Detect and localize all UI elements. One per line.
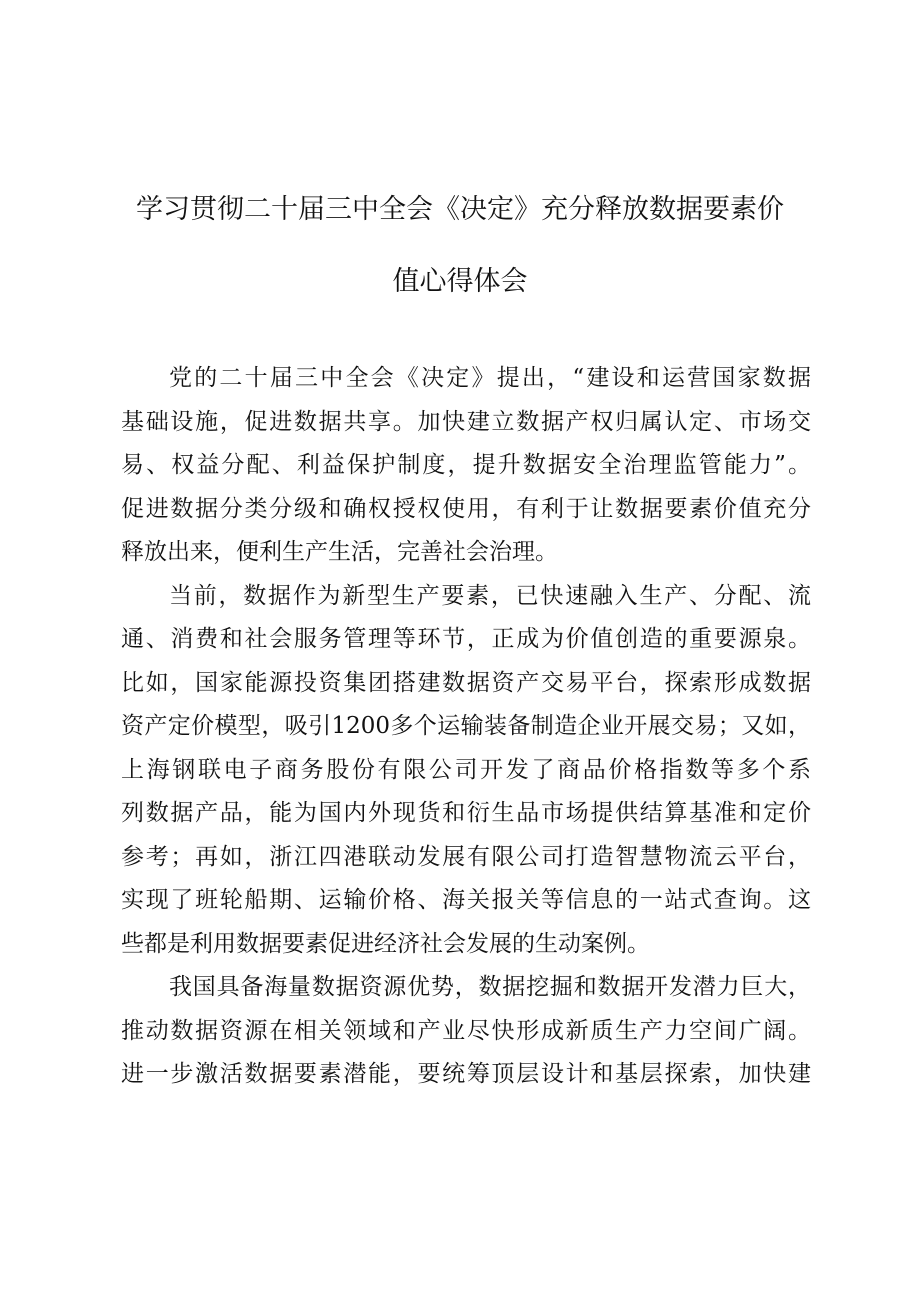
paragraph-line: 上海钢联电子商务股份有限公司开发了商品价格指数等多个系 — [121, 756, 811, 783]
document-title-line-2: 值心得体会 — [392, 266, 528, 297]
paragraph-line: 当前，数据作为新型生产要素，已快速融入生产、分配、流 — [169, 582, 811, 609]
paragraph-3 — [121, 966, 811, 1097]
document-title-line-1: 学习贯彻二十届三中全会《决定》充分释放数据要素价 — [136, 194, 784, 225]
paragraph-line: 进一步激活数据要素潜能，要统筹顶层设计和基层探索，加快建 — [121, 1061, 811, 1087]
paragraph-line: 参考；再如，浙江四港联动发展有限公司打造智慧物流云平台， — [121, 843, 811, 870]
paragraph-line: 实现了班轮船期、运输价格、海关报关等信息的一站式查询。这 — [121, 887, 811, 913]
paragraph-line: 通、消费和社会服务管理等环节，正成为价值创造的重要源泉。 — [121, 626, 811, 652]
paragraph-line: 基础设施，促进数据共享。加快建立数据产权归属认定、市场交 — [121, 408, 811, 435]
paragraph-line: 易、权益分配、利益保护制度，提升数据安全治理监管能力”。 — [121, 452, 811, 478]
paragraph-line: 释放出来，便利生产生活，完善社会治理。 — [121, 539, 558, 565]
paragraph-line: 促进数据分类分级和确权授权使用，有利于让数据要素价值充分 — [121, 495, 811, 522]
paragraph-1 — [121, 357, 811, 575]
paragraph-line: 资产定价模型，吸引1200多个运输装备制造企业开展交易；又如， — [121, 713, 811, 739]
paragraph-line: 党的二十届三中全会《决定》提出，“建设和运营国家数据 — [169, 365, 811, 391]
paragraph-line: 比如，国家能源投资集团搭建数据资产交易平台，探索形成数据 — [121, 669, 811, 696]
paragraph-line: 些都是利用数据要素促进经济社会发展的生动案例。 — [121, 930, 650, 957]
paragraph-line: 列数据产品，能为国内外现货和衍生品市场提供结算基准和定价 — [121, 800, 811, 826]
document-body — [121, 357, 811, 1097]
paragraph-2 — [121, 575, 811, 967]
paragraph-line: 我国具备海量数据资源优势，数据挖掘和数据开发潜力巨大， — [169, 974, 811, 1000]
paragraph-line: 推动数据资源在相关领域和产业尽快形成新质生产力空间广阔。 — [121, 1017, 811, 1044]
